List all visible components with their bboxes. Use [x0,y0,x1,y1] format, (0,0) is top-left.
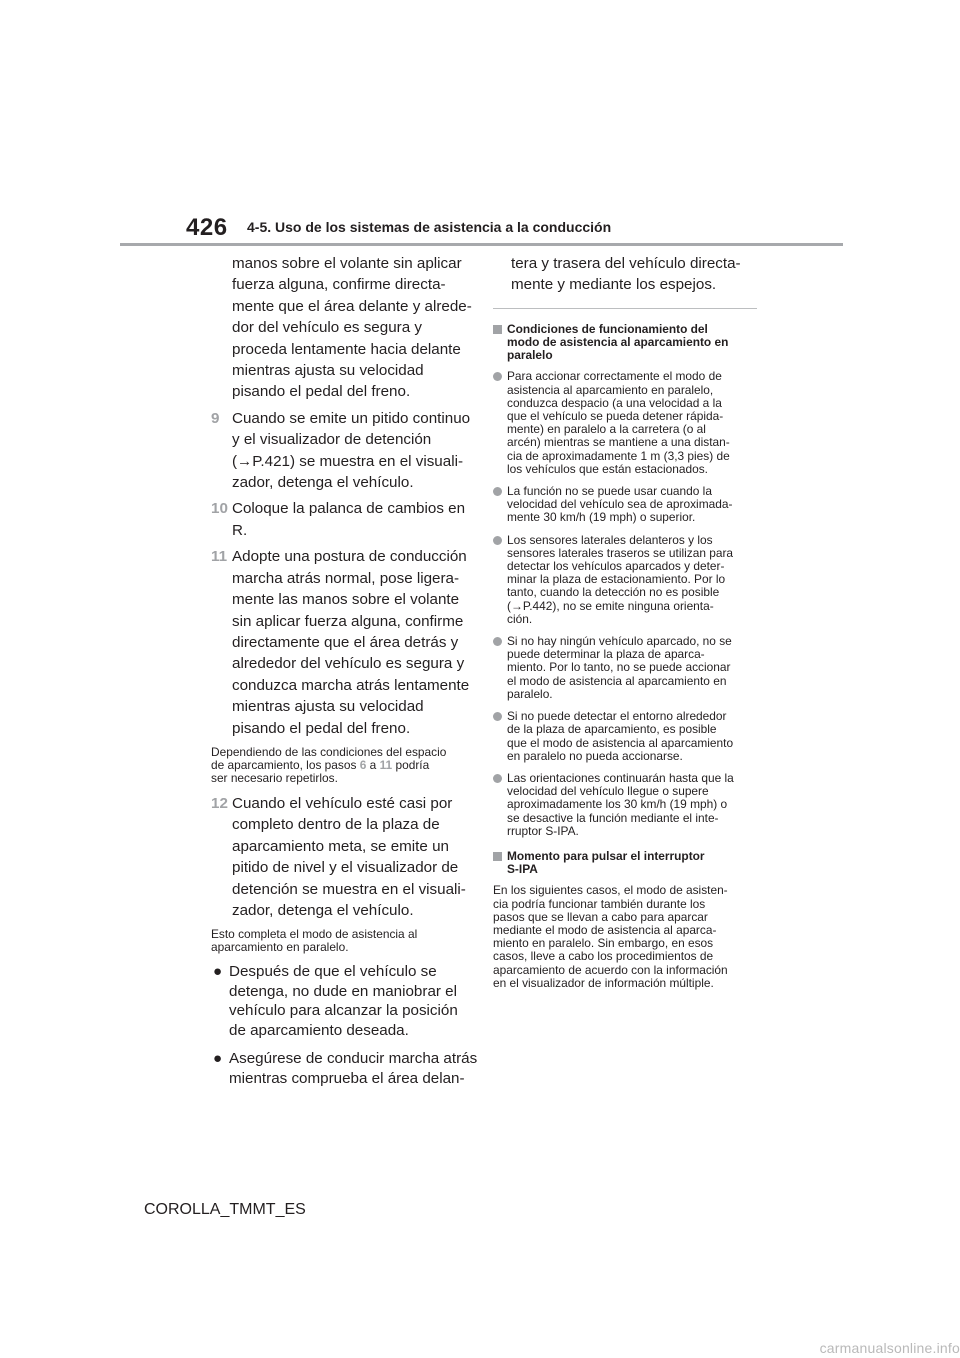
circle-bullet-icon [493,712,502,721]
text-line: Las orientaciones continuarán hasta que la [507,770,734,785]
circle-bullet-icon [493,487,502,496]
text-line: proceda lentamente hacia delante [232,340,461,358]
text-line: velocidad del vehículo llegue o supere [507,784,709,799]
right-column [493,253,757,990]
text-line: En los siguientes casos, el modo de asisten- [493,883,728,898]
condition-item [493,772,757,838]
text-line: La función no se puede usar cuando la [507,484,712,499]
text-line: pisando el pedal del freno. [232,719,411,737]
text-line: Si no hay ningún vehículo aparcado, no se [507,634,732,649]
text-line: de aparcamiento deseada. [229,1021,409,1039]
step-number: 10 [211,500,228,518]
text-line: Los sensores laterales delanteros y los [507,532,713,547]
text-line: mente) en paralelo a la carretera (o al [507,422,706,437]
text-line: mientras ajusta su velocidad [232,362,424,380]
text-line: pitido de nivel y el visualizador de [232,859,459,877]
text-line: cia de aproximadamente 1 m (3,3 pies) de [507,448,730,463]
circle-bullet-icon [493,637,502,646]
text-line: aparcamiento meta, se emite un [232,837,449,855]
model-code-footer: COROLLA_TMMT_ES [144,1201,306,1218]
bullet-item [211,962,479,1040]
text-line: puede determinar la plaza de aparca- [507,647,705,662]
repeat-steps-note [211,746,479,785]
text-line: que el modo de asistencia al aparcamiento [507,735,734,750]
text-line: marcha atrás normal, pose ligera- [232,569,460,587]
step-8-continuation [211,253,479,403]
bullet-icon: ● [213,1050,223,1068]
page-reference: (→P.442), no se emite ninguna orienta- [507,598,714,613]
text-line: Condiciones de funcionamiento del [507,321,708,336]
text-line: tera y trasera del vehículo directa- [511,255,741,272]
text-line: los vehículos que están estacionados. [507,461,708,476]
text-line: alrededor del vehículo es segura y [232,655,465,673]
text-line: manos sobre el volante sin aplicar [232,255,462,272]
operating-conditions-heading [493,323,757,363]
square-bullet-icon [493,325,502,334]
text-line: mediante el modo de asistencia al aparca- [493,922,717,937]
text-line: detención se muestra en el visuali- [232,880,466,898]
text-line: pisando el pedal del freno. [232,383,411,401]
text-line: dor del vehículo es segura y [232,319,422,337]
step-number: 9 [211,409,220,427]
section-title: 4-5. Uso de los sistemas de asistencia a la conducción [247,219,612,235]
text-line: de la plaza de aparcamiento, es posible [507,722,717,737]
condition-item [493,635,757,701]
text-line: ser necesario repetirlos. [211,770,338,785]
text-line: Después de que el vehículo se [229,963,437,981]
step-number: 12 [211,794,228,812]
text-line: Cuando se emite un pitido continuo [232,409,471,427]
page-reference: (→P.421) se muestra en el visuali- [232,452,464,470]
text-fragment: a [366,757,380,772]
text-line: Momento para pulsar el interruptor [507,848,705,863]
text-line: Dependiendo de las condiciones del espacio [211,744,447,759]
header-divider [120,243,843,246]
text-line: conduzca marcha atrás lentamente [232,676,470,694]
bullet-item [211,1049,479,1088]
page-number: 426 [186,214,228,241]
text-line: asistencia al aparcamiento en paralelo, [507,382,714,397]
text-line: directamente que el área detrás y [232,633,459,651]
watermark: carmanualsonline.info [819,1340,960,1356]
text-line: Esto completa el modo de asistencia al [211,927,418,942]
text-line: aproximadamente los 30 km/h (19 mph) o [507,797,728,812]
text-line: completo dentro de la plaza de [232,816,440,834]
text-line: pasos que se llevan a cabo para aparcar [493,909,708,924]
step-10 [211,498,479,541]
text-line: Para accionar correctamente el modo de [507,369,722,384]
switch-timing-heading [493,850,757,876]
text-line: y el visualizador de detención [232,431,432,449]
text-line: velocidad del vehículo sea de aproximada- [507,497,733,512]
section-divider [493,308,757,309]
condition-item [493,534,757,626]
bullet-continuation [493,253,757,296]
text-line: paralelo [507,348,553,363]
text-line: miento en paralelo. Sin embargo, en esos [493,936,714,951]
completion-note [211,928,479,954]
text-line: vehículo para alcanzar la posición [229,1002,458,1020]
circle-bullet-icon [493,774,502,783]
text-fragment: podría [392,757,430,772]
text-line: que el vehículo se pueda detener rápida- [507,409,724,424]
condition-item [493,485,757,525]
text-line: sin aplicar fuerza alguna, confirme [232,612,464,630]
left-column [211,253,479,1088]
text-line: mientras comprueba el área delan- [229,1069,465,1087]
text-line: zador, detenga el vehículo. [232,474,414,492]
switch-timing-paragraph [493,884,757,990]
step-number: 11 [211,548,228,566]
text-line: Asegúrese de conducir marcha atrás [229,1050,478,1068]
text-line: miento. Por lo tanto, no se puede accionar [507,660,731,675]
text-line: aparcamiento de acuerdo con la información [493,962,728,977]
step-ref-number: 11 [379,757,393,772]
text-line: aparcamiento en paralelo. [211,940,349,955]
text-line: paralelo. [507,686,553,701]
text-line: Coloque la palanca de cambios en [232,500,466,518]
text-line: Si no puede detectar el entorno alrededor [507,709,727,724]
circle-bullet-icon [493,536,502,545]
text-line: en el visualizador de información múltiple. [493,975,714,990]
bullet-icon: ● [213,963,223,981]
text-line: rruptor S-IPA. [507,823,579,838]
text-line: cia podría funcionar también durante los [493,896,706,911]
text-line: R. [232,521,248,539]
step-11 [211,546,479,739]
text-line: Adopte una postura de conducción [232,548,467,566]
text-line [211,759,479,772]
text-fragment: de aparcamiento, los pasos [211,757,360,772]
text-line: mientras ajusta su velocidad [232,698,424,716]
text-line: el modo de asistencia al aparcamiento en [507,673,727,688]
step-ref-number: 6 [359,757,367,772]
text-line: tanto, cuando la detección no es posible [507,585,720,600]
step-9 [211,408,479,494]
text-line: Cuando el vehículo esté casi por [232,794,453,812]
text-line: S-IPA [507,862,538,877]
square-bullet-icon [493,852,502,861]
text-line: zador, detenga el vehículo. [232,901,414,919]
text-line: minar la plaza de estacionamiento. Por lo [507,572,726,587]
text-line: sensores laterales traseros se utilizan para [507,545,734,560]
text-line: modo de asistencia al aparcamiento en [507,335,729,350]
text-line: mente 30 km/h (19 mph) o superior. [507,510,696,525]
step-12 [211,793,479,921]
text-line: detenga, no dude en maniobrar el [229,982,457,1000]
text-line: ción. [507,611,533,626]
circle-bullet-icon [493,372,502,381]
text-line: arcén) mientras se mantiene a una distan- [507,435,730,450]
condition-item [493,710,757,763]
text-line: en paralelo no pueda accionarse. [507,748,683,763]
text-line: mente que el área delante y alrede- [232,297,472,315]
text-line: se desactive la función mediante el inte- [507,810,719,825]
condition-item [493,370,757,476]
text-line: mente y mediante los espejos. [511,276,717,294]
text-line: fuerza alguna, confirme directa- [232,276,446,294]
text-line: casos, lleve a cabo los procedimientos de [493,949,714,964]
text-line: detectar los vehículos aparcados y deter- [507,559,725,574]
text-line: conduzca despacio (a una velocidad a la [507,395,722,410]
text-line: mente las manos sobre el volante [232,591,460,609]
